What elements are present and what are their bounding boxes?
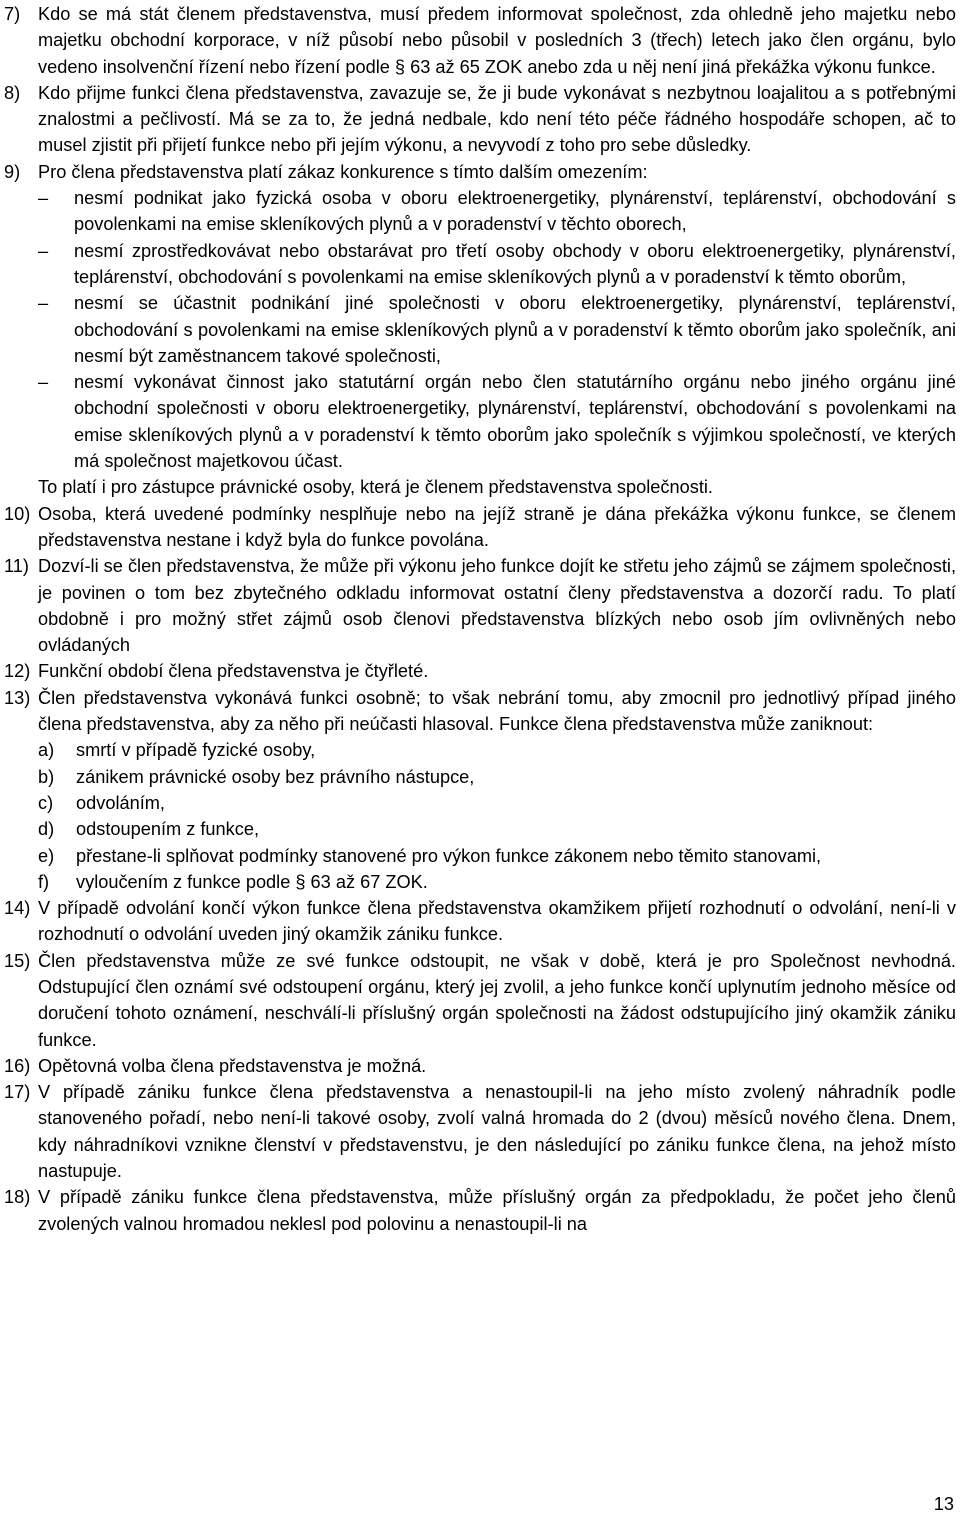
clause-7: [4, 1, 956, 80]
clause-17: [4, 1079, 956, 1184]
list-item-letter: c): [38, 792, 54, 813]
clause-10: [4, 501, 956, 554]
clause-number: 9): [4, 161, 21, 182]
clause-8: [4, 80, 956, 159]
clause-body: [38, 159, 956, 501]
list-item: [38, 764, 956, 790]
clause-text: V případě zániku funkce člena představenstva, může příslušný orgán za předpokladu, že počet jeho členů zvolených valnou hromadou neklesl pod polovinu a nenastoupil-li na: [38, 1187, 956, 1234]
clause-13: [4, 685, 956, 895]
clause-number: 7): [4, 4, 21, 24]
list-item-text: odstoupením z funkce,: [76, 819, 259, 840]
list-item: [38, 869, 956, 895]
list-item: [38, 369, 956, 474]
clause-number: 13): [4, 687, 31, 708]
clause-number: 15): [4, 950, 31, 971]
clause-number: 12): [4, 661, 31, 682]
list-item: [38, 737, 956, 763]
restriction-list: [38, 185, 956, 474]
clause-number: 8): [4, 82, 21, 103]
clause-16: [4, 1053, 956, 1079]
termination-reasons-list: [38, 737, 956, 895]
list-item-text: nesmí podnikat jako fyzická osoba v oboru elektroenergetiky, plynárenství, teplárenství, obchodování s povolenkami na emise skleníkových plynů a v poradenství v těchto oborech,: [74, 188, 956, 235]
clause-text: Dozví-li se člen představenstva, že může při výkonu jeho funkce dojít ke střetu jeho zájmů se zájmem společnosti, je povinen o tom bez zbytečného odkladu informovat ostatní členy představenstva a dozorčí radu. To platí obdobně i pro možný střet zájmů osob členovi představenstva blízkých nebo osob jím ovlivněných nebo ovládaných: [38, 556, 956, 656]
clause-text: V případě zániku funkce člena představenstva a nenastoupil-li na jeho místo zvolený náhradník podle stanoveného pořadí, nebo není-li takové osoby, zvolí valná hromada do 2 (dvou) měsíců nového člena. Dnem, kdy náhradníkovi vznikne členství v představenstvu, je den následující po zániku funkce člena, na jehož místo nastupuje.: [38, 1082, 956, 1182]
clause-18: [4, 1184, 956, 1237]
clause-text: Pro člena představenstva platí zákaz konkurence s tímto dalším omezením:: [38, 161, 648, 182]
clause-text: Kdo se má stát členem představenstva, musí předem informovat společnost, zda ohledně jeho majetku nebo majetku obchodní korporace, v níž působí nebo působil v posledních 3 (třech) letech jako člen orgánu, bylo vedeno insolvenční řízení nebo řízení podle § 63 až 65 ZOK anebo zda u něj není jiná překážka výkonu funkce.: [38, 4, 956, 77]
list-item-letter: b): [38, 766, 55, 787]
list-item-text: nesmí se účastnit podnikání jiné společnosti v oboru elektroenergetiky, plynárenství, teplárenství, obchodování s povolenkami na emise skleníkových plynů a v poradenství k těmto oborům jako společník, ani nesmí být zaměstnancem takové společnosti,: [74, 293, 956, 366]
list-item-letter: f): [38, 871, 50, 892]
list-item: [38, 238, 956, 291]
list-item: [38, 185, 956, 238]
clause-text: Člen představenstva může ze své funkce odstoupit, ne však v době, která je pro Společnost nevhodná. Odstupující člen oznámí své odstoupení orgánu, který jej zvolil, a jeho funkce končí uplynutím jednoho měsíce od doručení tohoto oznámení, neschválí-li příslušný orgán společnosti na žádost odstupujícího jiný okamžik zániku funkce.: [38, 950, 956, 1050]
clause-11: [4, 553, 956, 658]
list-item-text: přestane-li splňovat podmínky stanovené pro výkon funkce zákonem nebo těmito stanovami,: [76, 845, 822, 866]
clause-text: Funkční období člena představenstva je čtyřleté.: [38, 661, 429, 682]
clause-9: [4, 159, 956, 501]
list-item-text: nesmí zprostředkovávat nebo obstarávat pro třetí osoby obchody v oboru elektroenergetiky, plynárenství, teplárenství, obchodování s povolenkami na emise skleníkových plynů a v poradenství k těmto oborům,: [74, 240, 956, 287]
clause-text: Kdo přijme funkci člena představenstva, zavazuje se, že ji bude vykonávat s nezbytnou loajalitou a s potřebnými znalostmi a pečlivostí. Má se za to, že jedná nedbale, kdo není této péče řádného hospodáře schopen, ač to musel zjistit při přijetí funkce nebo při jejím výkonu, a nevyvodí z toho pro sebe důsledky.: [38, 82, 956, 156]
clause-number: 10): [4, 503, 31, 524]
list-item-text: smrtí v případě fyzické osoby,: [76, 740, 316, 761]
clause-text: Osoba, která uvedené podmínky nesplňuje nebo na jejíž straně je dána překážka výkonu funkce, se členem představenstva nestane i když byla do funkce povolána.: [38, 503, 956, 550]
clause-number: 16): [4, 1055, 31, 1076]
clause-number: 14): [4, 898, 31, 919]
clause-number: 11): [4, 556, 29, 577]
clause-15: [4, 948, 956, 1053]
list-item: [38, 290, 956, 369]
list-item-text: odvoláním,: [76, 792, 165, 813]
clause-tail-text: To platí i pro zástupce právnické osoby, která je členem představenstva společnosti.: [38, 477, 713, 498]
list-item-text: nesmí vykonávat činnost jako statutární orgán nebo člen statutárního orgánu nebo jiného orgánu jiné obchodní společnosti v oboru elektroenergetiky, plynárenství, teplárenství, obchodování s povolenkami na emise skleníkových plynů a v poradenství k těmto oborům jako společník s výjimkou společností, ve kterých má společnost majetkovou účast.: [74, 372, 956, 472]
clause-text: Člen představenstva vykonává funkci osobně; to však nebrání tomu, aby zmocnil pro jednotlivý případ jiného člena představenstva, aby za něho při neúčasti hlasoval. Funkce člena představenstva může zaniknout:: [38, 687, 956, 735]
list-item: [38, 816, 956, 842]
clause-14: [4, 895, 956, 948]
dash-bullet: –: [38, 188, 49, 209]
list-item-text: vyloučením z funkce podle § 63 až 67 ZOK.: [76, 871, 428, 892]
clause-text: Opětovná volba člena představenstva je možná.: [38, 1055, 427, 1076]
dash-bullet: –: [38, 372, 49, 393]
list-item-letter: d): [38, 819, 55, 840]
list-item: [38, 843, 956, 869]
clause-number: 18): [4, 1187, 31, 1208]
page-number: 13: [933, 1493, 954, 1514]
list-item: [38, 790, 956, 816]
dash-bullet: –: [38, 293, 49, 314]
list-item-letter: a): [38, 740, 55, 761]
clause-number: 17): [4, 1082, 31, 1103]
clause-12: [4, 658, 956, 684]
dash-bullet: –: [38, 240, 49, 261]
list-item-text: zánikem právnické osoby bez právního nástupce,: [76, 766, 475, 787]
clause-text: V případě odvolání končí výkon funkce člena představenstva okamžikem přijetí rozhodnutí o odvolání, není-li v rozhodnutí o odvolání uveden jiný okamžik zániku funkce.: [38, 898, 956, 945]
list-item-letter: e): [38, 845, 55, 866]
clause-body: [38, 685, 956, 895]
